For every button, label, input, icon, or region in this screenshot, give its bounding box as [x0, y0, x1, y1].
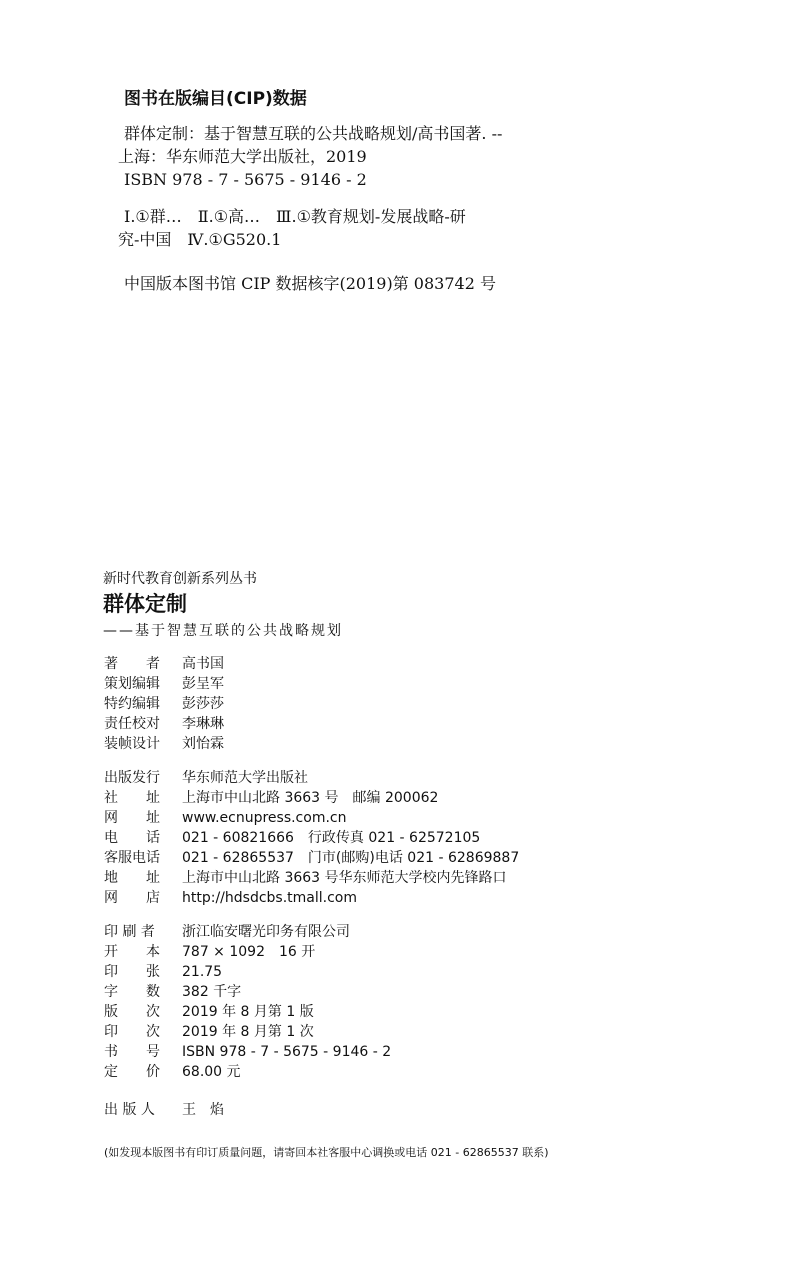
staff-row	[104, 694, 224, 714]
publisher-label: 网 址	[104, 810, 160, 826]
printing-row	[104, 1022, 391, 1042]
printing-value: 2019 年 8 月第 1 次	[182, 1024, 314, 1040]
printing-value: 68.00 元	[182, 1064, 241, 1080]
publisher-label: 出版发行	[104, 770, 160, 786]
printing-label: 开 本	[104, 944, 160, 960]
publisher-value: http://hdsdcbs.tmall.com	[182, 890, 357, 906]
publisher-row	[104, 828, 519, 848]
printing-label: 印 张	[104, 964, 160, 980]
publisher-row	[104, 768, 519, 788]
publisher-value: 021 - 60821666 行政传真 021 - 62572105	[182, 830, 481, 846]
staff-value: 李琳琳	[182, 716, 224, 732]
publisher-label: 网 店	[104, 890, 160, 906]
printing-value: 浙江临安曙光印务有限公司	[182, 924, 350, 940]
staff-row	[104, 734, 224, 754]
publisher-value: 上海市中山北路 3663 号华东师范大学校内先锋路口	[182, 870, 507, 886]
printing-label: 定 价	[104, 1064, 160, 1080]
publisher-row	[104, 848, 519, 868]
cip-line-classification: 究-中国 Ⅳ.①G520.1	[118, 230, 282, 249]
staff-label: 特约编辑	[104, 696, 160, 712]
printing-value: 382 千字	[182, 984, 242, 1000]
staff-value: 刘怡霖	[182, 736, 224, 752]
publisher-row	[104, 808, 519, 828]
cip-line-title: 群体定制：基于智慧互联的公共战略规划/高书国著. --	[124, 124, 503, 143]
publisher-value: www.ecnupress.com.cn	[182, 810, 347, 826]
cip-heading: 图书在版编目(CIP)数据	[124, 89, 307, 109]
staff-value: 彭呈军	[182, 676, 224, 692]
publisher-person	[104, 1100, 224, 1120]
staff-row	[104, 674, 224, 694]
publisher-label: 电 话	[104, 830, 160, 846]
cip-record-number: 中国版本图书馆 CIP 数据核字(2019)第 083742 号	[124, 274, 496, 293]
printing-row	[104, 962, 391, 982]
printing-value: 787 × 1092 16 开	[182, 944, 316, 960]
staff-block	[104, 654, 224, 754]
series-name: 新时代教育创新系列丛书	[103, 571, 257, 587]
staff-label: 策划编辑	[104, 676, 160, 692]
publisher-row	[104, 868, 519, 888]
staff-label: 著 者	[104, 656, 160, 672]
staff-label: 装帧设计	[104, 736, 160, 752]
publisher-row	[104, 888, 519, 908]
printing-row	[104, 922, 391, 942]
staff-label: 责任校对	[104, 716, 160, 732]
staff-value: 彭莎莎	[182, 696, 224, 712]
publisher-person-label: 出 版 人	[104, 1102, 155, 1118]
printing-label: 字 数	[104, 984, 160, 1000]
printing-value: 21.75	[182, 964, 223, 980]
printing-row	[104, 1042, 391, 1062]
printing-row	[104, 942, 391, 962]
publisher-value: 华东师范大学出版社	[182, 770, 308, 786]
printing-value: 2019 年 8 月第 1 版	[182, 1004, 314, 1020]
quality-notice: (如发现本版图书有印订质量问题，请寄回本社客服中心调换或电话 021 - 62865537 联系)	[104, 1146, 549, 1159]
printing-label: 版 次	[104, 1004, 160, 1020]
cip-line-subjects: Ⅰ.①群… Ⅱ.①高… Ⅲ.①教育规划-发展战略-研	[124, 207, 466, 226]
book-subtitle: ——基于智慧互联的公共战略规划	[103, 623, 343, 639]
publisher-label: 地 址	[104, 870, 160, 886]
publisher-label: 社 址	[104, 790, 160, 806]
printing-row	[104, 982, 391, 1002]
printing-label: 印 刷 者	[104, 924, 155, 940]
publisher-value: 上海市中山北路 3663 号 邮编 200062	[182, 790, 439, 806]
cip-line-publisher: 上海：华东师范大学出版社，2019	[118, 147, 367, 166]
printing-label: 印 次	[104, 1024, 160, 1040]
printing-row	[104, 1062, 391, 1082]
printing-value: ISBN 978 - 7 - 5675 - 9146 - 2	[182, 1044, 392, 1060]
staff-row	[104, 654, 224, 674]
printing-row	[104, 1002, 391, 1022]
publisher-person-row	[104, 1100, 224, 1120]
publisher-person-value: 王 焰	[182, 1102, 224, 1118]
staff-value: 高书国	[182, 656, 224, 672]
publisher-row	[104, 788, 519, 808]
publisher-value: 021 - 62865537 门市(邮购)电话 021 - 62869887	[182, 850, 520, 866]
cip-line-isbn: ISBN 978 - 7 - 5675 - 9146 - 2	[124, 170, 367, 189]
printing-block	[104, 922, 391, 1082]
book-title: 群体定制	[103, 592, 187, 616]
publisher-block	[104, 768, 519, 908]
publisher-label: 客服电话	[104, 850, 160, 866]
printing-label: 书 号	[104, 1044, 160, 1060]
staff-row	[104, 714, 224, 734]
